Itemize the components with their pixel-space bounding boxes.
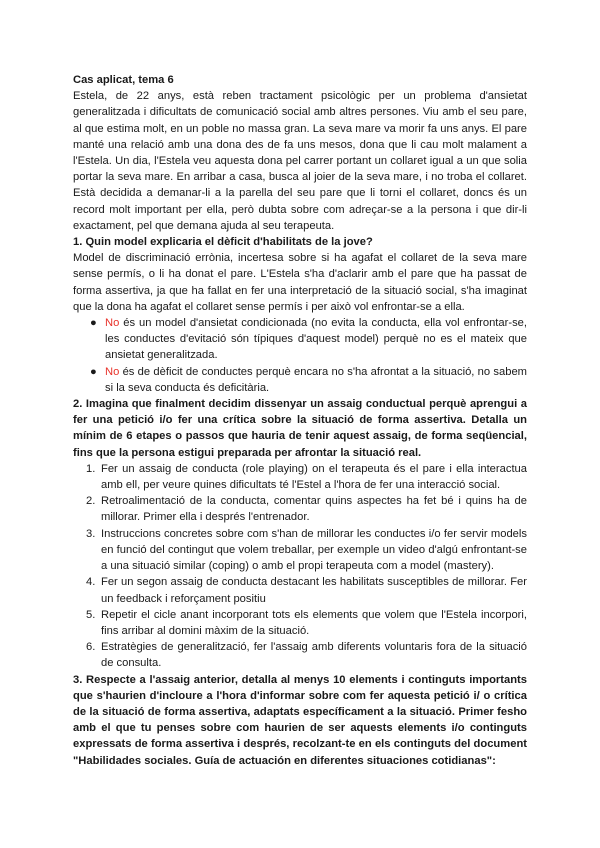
list-item: 1. Fer un assaig de conducta (role playing) on el terapeuta és el pare i ella interactua amb ell, per veure quines dificultats té l'Estel a l'hora de fer una interacció social. (86, 462, 527, 492)
list-item (73, 364, 527, 396)
bullet-icon: ● (90, 365, 97, 378)
list-item (73, 315, 527, 364)
bullet-text: és un model d'ansietat condicionada (no evita la conducta, ella vol enfrontar-se, les conductes d'evitació són típiques d'aquest model) perquè no es el mateix que ansietat generalitzada. (105, 317, 527, 362)
negation-mark: No (105, 365, 120, 378)
list-item: 3. Instruccions concretes sobre com s'han de millorar les conductes i/o fer servir models en funció del contingut que volem treballar, per exemple un video d'algú enfrontant-se a una situació similar (coping) o amb el propi terapeuta com a model (mastery). (86, 527, 527, 573)
answer-2-steps (73, 461, 527, 672)
bullet-icon: ● (90, 317, 97, 330)
list-item: 4. Fer un segon assaig de conducta destacant les habilitats susceptibles de millorar. Fer un feedback i reforçament positiu (86, 576, 527, 605)
question-3: 3. Respecte a l'assaig anterior, detalla al menys 10 elements i continguts importants que s'haurien d'incloure a l'hora d'informar sobre com fer aquesta petició i/ o crítica de la situació de forma assertiva, adaptats específicament a la situació. Primer fesho amb el que tu penses sobre com haurien de ser aquests elements i/o continguts expressats de forma assertiva i després, recolzant-te en els continguts del document "Habilidades sociales. Guía de actuación en diferentes situaciones cotidianas": (73, 673, 527, 767)
answer-1: Model de discriminació errònia, incertesa sobre si ha agafat el collaret de la seva mare sense permís, o li ha donat el pare. L'Estela s'ha d'aclarir amb el pare que ha passat de forma assertiva, ja que ha fallat en fer una interpretació de la situació social, s'ha imaginat que la dona ha agafat el collaret sense permís i per això vol enfrontar-se a ella. (73, 252, 527, 313)
bullet-text: és de dèficit de conductes perquè encara no s'ha afrontat a la situació, no sabem si la seva conducta és deficitària. (105, 365, 527, 394)
question-1: 1. Quin model explicaria el dèficit d'habilitats de la jove? (73, 236, 373, 249)
document-page (73, 72, 527, 769)
negation-mark: No (105, 317, 120, 330)
page-title: Cas aplicat, tema 6 (73, 74, 174, 86)
list-item: 6. Estratègies de generalització, fer l'assaig amb diferents voluntaris fora de la situació de consulta. (86, 641, 527, 670)
question-2: 2. Imagina que finalment decidim dissenyar un assaig conductual perquè aprengui a fer una petició i/o fer una crítica sobre la situació de forma assertiva. Detalla un mínim de 6 etapes o passos que hauria de tenir aquest assaig, de forma seqüencial, fins que la persona estigui preparada per afrontar la situació real. (73, 398, 527, 459)
list-item: 5. Repetir el cicle anant incorporant tots els elements que volem que l'Estela incorpori, fins arribar al domini màxim de la situació. (86, 608, 527, 637)
list-item: 2. Retroalimentació de la conducta, comentar quins aspectes ha fet bé i quins ha de millorar. Primer ella i després l'entrenador. (86, 495, 527, 524)
answer-1-bullets (73, 315, 527, 396)
case-description: Estela, de 22 anys, està reben tractament psicològic per un problema d'ansietat generalitzada i dificultats de comunicació social amb altres persones. Viu amb el seu pare, al que estima molt, en un poble no massa gran. La seva mare va morir fa uns anys. El pare manté una relació amb una dona des de fa uns mesos, dona que li cau molt malament a l'Estela. Un dia, l'Estela veu aquesta dona pel carrer portant un collaret igual a un que solia portar la seva mare. En arribar a casa, busca al joier de la seva mare, i no troba el collaret. Està decidida a demanar-li a la parella del seu pare que li torni el collaret, doncs és un record molt important per ella, però dubta sobre com adreçar-se a la persona i que dir-li exactament, pel que demana ajuda al seu terapeuta. (73, 90, 527, 232)
